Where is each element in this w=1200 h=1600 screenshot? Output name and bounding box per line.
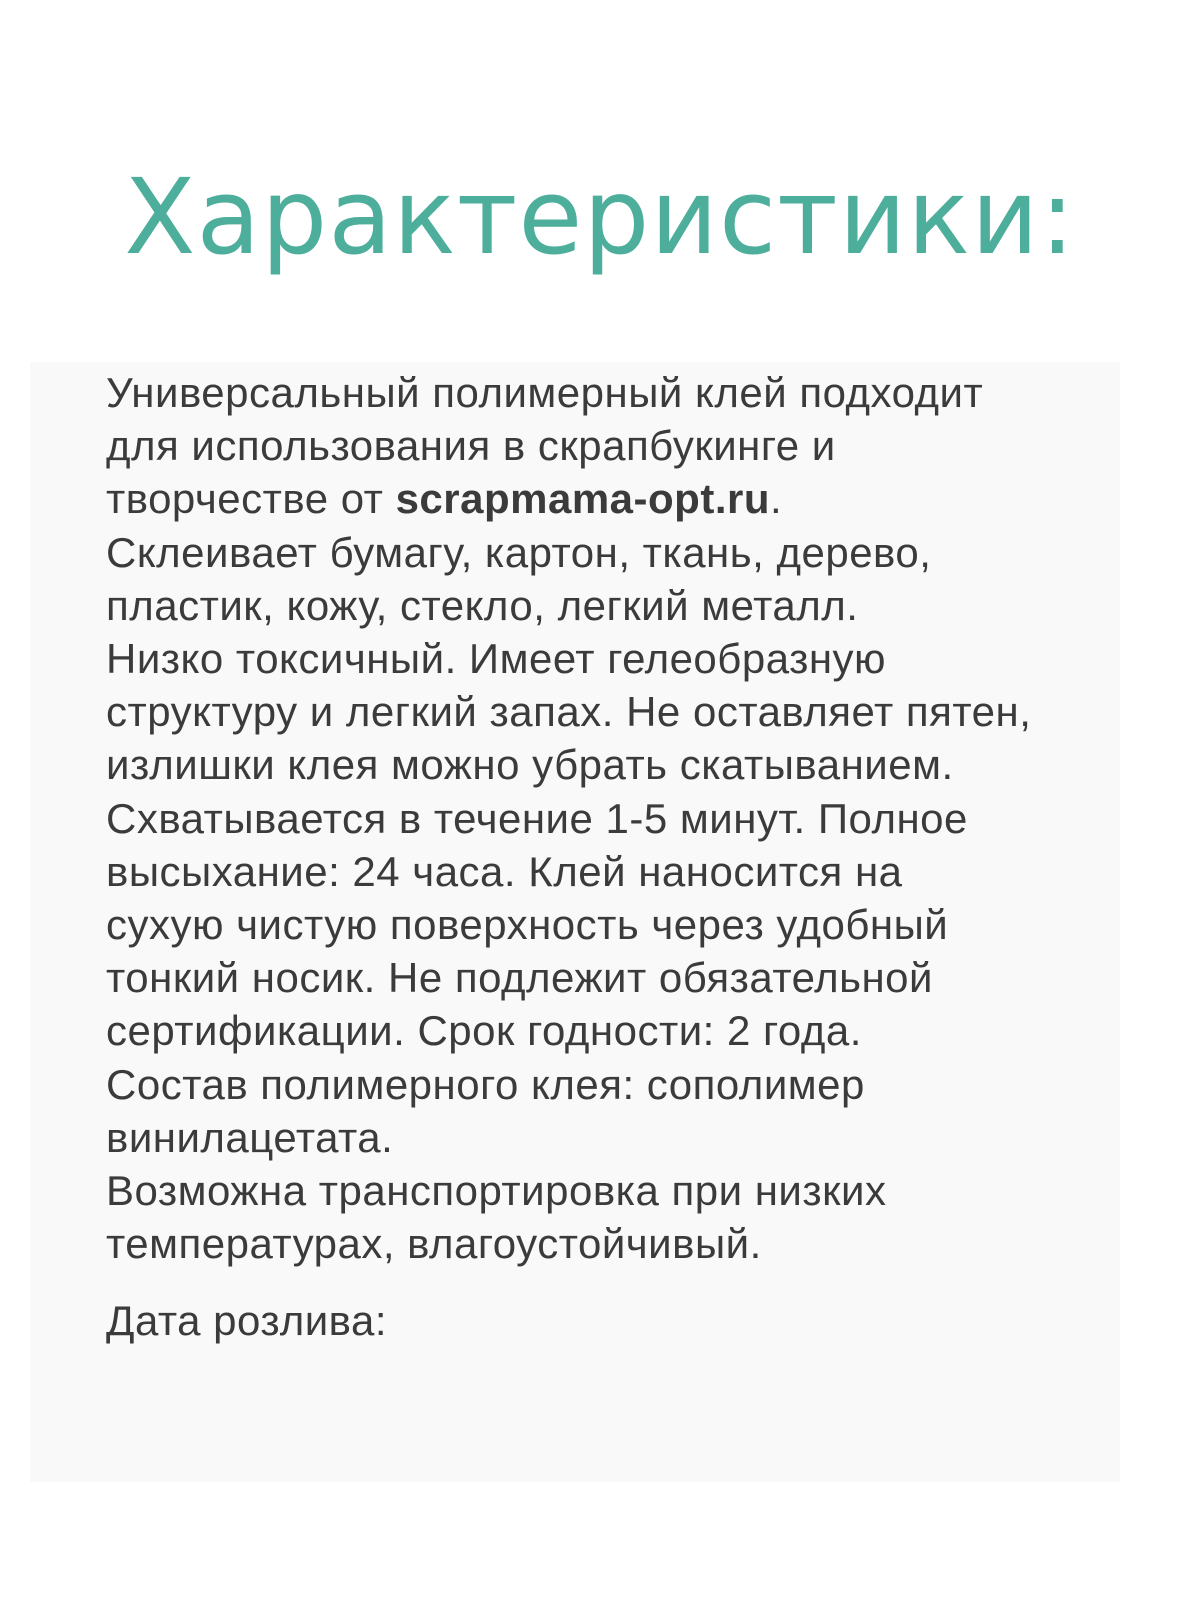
description-text: [106, 366, 1186, 1270]
site-name: scrapmama-opt.ru: [395, 475, 770, 523]
description-line: Схватывается в течение 1-5 минут. Полное: [106, 794, 968, 842]
description-line: Возможна транспортировка при низких: [106, 1167, 887, 1215]
description-line: температурах, влагоустойчивый.: [106, 1220, 762, 1268]
bottling-date-label: Дата розлива:: [106, 1297, 388, 1344]
description-line: сертификации. Срок годности: 2 года.: [106, 1007, 862, 1055]
site-suffix: .: [770, 475, 783, 523]
description-line: Состав полимерного клея: сополимер: [106, 1060, 865, 1108]
page-title: Характеристики:: [124, 156, 1076, 278]
description-line: Универсальный полимерный клей подходит: [106, 369, 984, 416]
description-line: для использования в скрапбукинге и: [106, 422, 836, 470]
description-line: винилацетата.: [106, 1113, 394, 1161]
description-line: излишки клея можно убрать скатыванием.: [106, 741, 954, 789]
description-line: структуру и легкий запах. Не оставляет пятен,: [106, 688, 1032, 736]
description-line: высыхание: 24 часа. Клей наносится на: [106, 847, 903, 895]
description-line-text: творчестве от: [106, 475, 396, 523]
description-line: Склеивает бумагу, картон, ткань, дерево,: [106, 528, 932, 576]
description-line: тонкий носик. Не подлежит обязательной: [106, 954, 933, 1002]
description-line: сухую чистую поверхность через удобный: [106, 901, 949, 949]
description-line: Низко токсичный. Имеет гелеобразную: [106, 635, 887, 683]
description-line: пластик, кожу, стекло, легкий металл.: [106, 581, 859, 629]
description-line: [106, 472, 1186, 525]
